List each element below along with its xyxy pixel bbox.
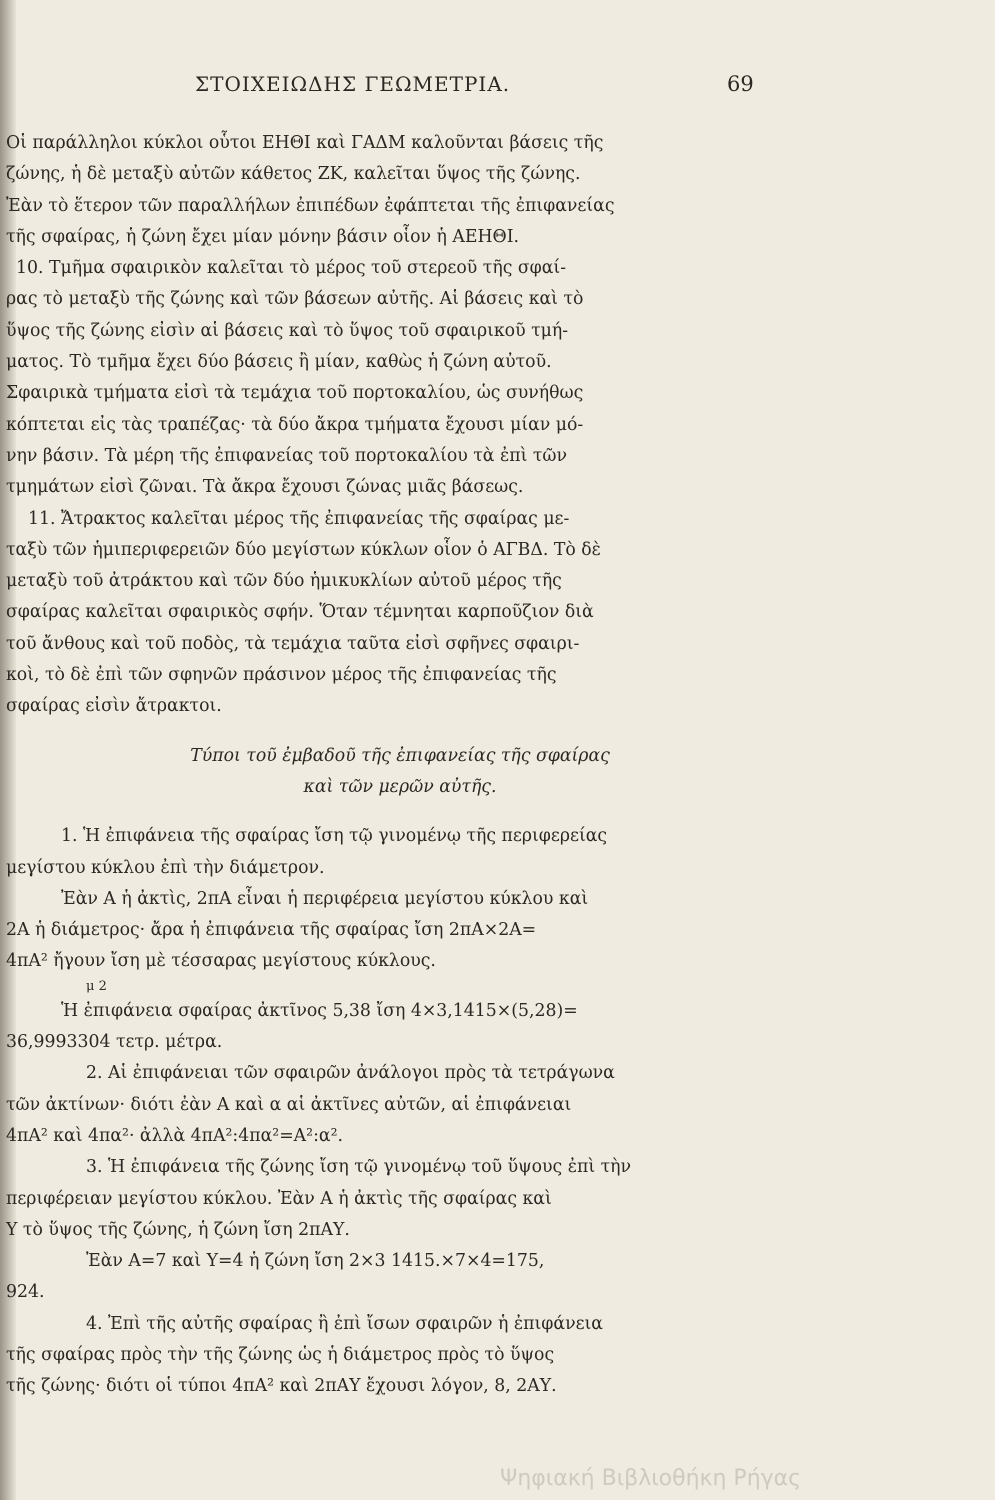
text-line: τῆς σφαίρας πρὸς τὴν τῆς ζώνης ὡς ἡ διάμετρος πρὸς τὸ ὕψος <box>6 1344 555 1365</box>
text-line: Ἐὰν τὸ ἕτερον τῶν παραλλήλων ἐπιπέδων ἐφάπτεται τῆς ἐπιφανείας <box>6 195 615 216</box>
paragraph-10-start: 10. Τμῆμα σφαιρικὸν καλεῖται τὸ μέρος τοῦ στερεοῦ τῆς σφαί- <box>16 258 567 279</box>
text-line: τοῦ ἄνθους καὶ τοῦ ποδὸς, τὰ τεμάχια ταῦτα εἰσὶ σφῆνες σφαιρι- <box>6 633 580 654</box>
text-line: 924. <box>6 1282 45 1303</box>
section-title-line-2: καὶ τῶν μερῶν αὐτῆς. <box>303 776 497 797</box>
text-line: Ἡ ἐπιφάνεια σφαίρας ἀκτῖνος 5,38 ἴση 4×3,1415×(5,28)= <box>61 1000 578 1021</box>
text-line: σφαίρας εἰσὶν ἄτρακτοι. <box>6 696 222 717</box>
text-line: Σφαιρικὰ τμήματα εἰσὶ τὰ τεμάχια τοῦ πορτοκαλίου, ὡς συνήθως <box>6 383 584 404</box>
text-line: Οἱ παράλληλοι κύκλοι οὗτοι ΕΗΘΙ καὶ ΓΑΔΜ καλοῦνται βάσεις τῆς <box>6 133 604 153</box>
text-line: περιφέρειαν μεγίστου κύκλου. Ἐὰν Α ἡ ἀκτὶς τῆς σφαίρας καὶ <box>6 1188 552 1209</box>
page-header <box>0 72 995 102</box>
text-line: σφαίρας καλεῖται σφαιρικὸς σφήν. Ὅταν τέμνηται καρποῦζιον διὰ <box>6 602 594 623</box>
text-line: ζώνης, ἡ δὲ μεταξὺ αὐτῶν κάθετος ΖΚ, καλεῖται ὕψος τῆς ζώνης. <box>6 164 581 185</box>
text-line: ματος. Τὸ τμῆμα ἔχει δύο βάσεις ἢ μίαν, καθὼς ἡ ζώνη αὐτοῦ. <box>6 352 552 373</box>
text-line: 4πΑ² καὶ 4πα²· ἀλλὰ 4πΑ²:4πα²=Α²:α². <box>6 1125 344 1146</box>
text-line: κοὶ, τὸ δὲ ἐπὶ τῶν σφηνῶν πράσινον μέρος τῆς ἐπιφανείας τῆς <box>6 665 557 686</box>
superscript-marks: μ 2 <box>86 978 107 994</box>
text-line: μεταξὺ τοῦ ἀτράκτου καὶ τῶν δύο ἡμικυκλίων αὐτοῦ μέρος τῆς <box>6 571 562 592</box>
text-line: ρας τὸ μεταξὺ τῆς ζώνης καὶ τῶν βάσεων αὐτῆς. Αἱ βάσεις καὶ τὸ <box>6 289 584 310</box>
text-line: ταξὺ τῶν ἡμιπεριφερειῶν δύο μεγίστων κύκλων οἷον ὁ ΑΓΒΔ. Τὸ δὲ <box>6 539 601 560</box>
page-body <box>6 128 794 1403</box>
text-line: 36,9993304 τετρ. μέτρα. <box>6 1032 223 1053</box>
text-line: τῶν ἀκτίνων· διότι ἐὰν Α καὶ α αἱ ἀκτῖνες αὐτῶν, αἱ ἐπιφάνειαι <box>6 1094 572 1115</box>
page-number: 69 <box>727 72 754 96</box>
text-line: νην βάσιν. Τὰ μέρη τῆς ἐπιφανείας τοῦ πορτοκαλίου τὰ ἐπὶ τῶν <box>6 445 568 466</box>
section-title-line-1: Τύποι τοῦ ἐμβαδοῦ τῆς ἐπιφανείας τῆς σφαίρας <box>190 745 610 766</box>
text-line: ὕψος τῆς ζώνης εἰσὶν αἱ βάσεις καὶ τὸ ὕψος τοῦ σφαιρικοῦ τμή- <box>6 320 569 341</box>
text-line: τῆς ζώνης· διότι οἱ τύποι 4πΑ² καὶ 2πΑΥ ἔχουσι λόγον, 8, 2ΑΥ. <box>6 1376 557 1397</box>
text-line: μεγίστου κύκλου ἐπὶ τὴν διάμετρον. <box>6 857 325 878</box>
proposition-3: 3. Ἡ ἐπιφάνεια τῆς ζώνης ἴση τῷ γινομένῳ τοῦ ὕψους ἐπὶ τὴν <box>86 1157 632 1178</box>
proposition-2: 2. Αἱ ἐπιφάνειαι τῶν σφαιρῶν ἀνάλογοι πρὸς τὰ τετράγωνα <box>86 1063 615 1084</box>
text-line: κόπτεται εἰς τὰς τραπέζας· τὰ δύο ἄκρα τμήματα ἔχουσι μίαν μό- <box>6 414 584 435</box>
running-title: ΣΤΟΙΧΕΙΩΔΗΣ ΓΕΩΜΕΤΡΙΑ. <box>195 72 511 96</box>
text-line: 2Α ἡ διάμετρος· ἄρα ἡ ἐπιφάνεια τῆς σφαίρας ἴση 2πΑ×2Α= <box>6 920 537 941</box>
text-line: 4πΑ² ἤγουν ἴση μὲ τέσσαρας μεγίστους κύκλους. <box>6 951 436 972</box>
text-line: Ἐὰν Α=7 καὶ Υ=4 ἡ ζώνη ἴση 2×3 1415.×7×4=175, <box>86 1251 545 1272</box>
text-line: Υ τὸ ὕψος τῆς ζώνης, ἡ ζώνη ἴση 2πΑΥ. <box>6 1219 350 1240</box>
paragraph-11-start: 11. Ἄτρακτος καλεῖται μέρος τῆς ἐπιφανείας τῆς σφαίρας με- <box>28 508 570 529</box>
text-line: τμημάτων εἰσὶ ζῶναι. Τὰ ἄκρα ἔχουσι ζώνας μιᾶς βάσεως. <box>6 477 524 498</box>
text-line: τῆς σφαίρας, ἡ ζώνη ἔχει μίαν μόνην βάσιν οἷον ἡ ΑΕΗΘΙ. <box>6 226 520 247</box>
library-watermark: Ψηφιακή Βιβλιοθήκη Ρήγας <box>500 1466 802 1491</box>
proposition-1: 1. Ἡ ἐπιφάνεια τῆς σφαίρας ἴση τῷ γινομένῳ τῆς περιφερείας <box>61 826 608 847</box>
text-line: Ἐὰν Α ἡ ἀκτὶς, 2πΑ εἶναι ἡ περιφέρεια μεγίστου κύκλου καὶ <box>61 888 589 909</box>
proposition-4: 4. Ἐπὶ τῆς αὐτῆς σφαίρας ἢ ἐπὶ ἴσων σφαιρῶν ἡ ἐπιφάνεια <box>86 1313 603 1334</box>
